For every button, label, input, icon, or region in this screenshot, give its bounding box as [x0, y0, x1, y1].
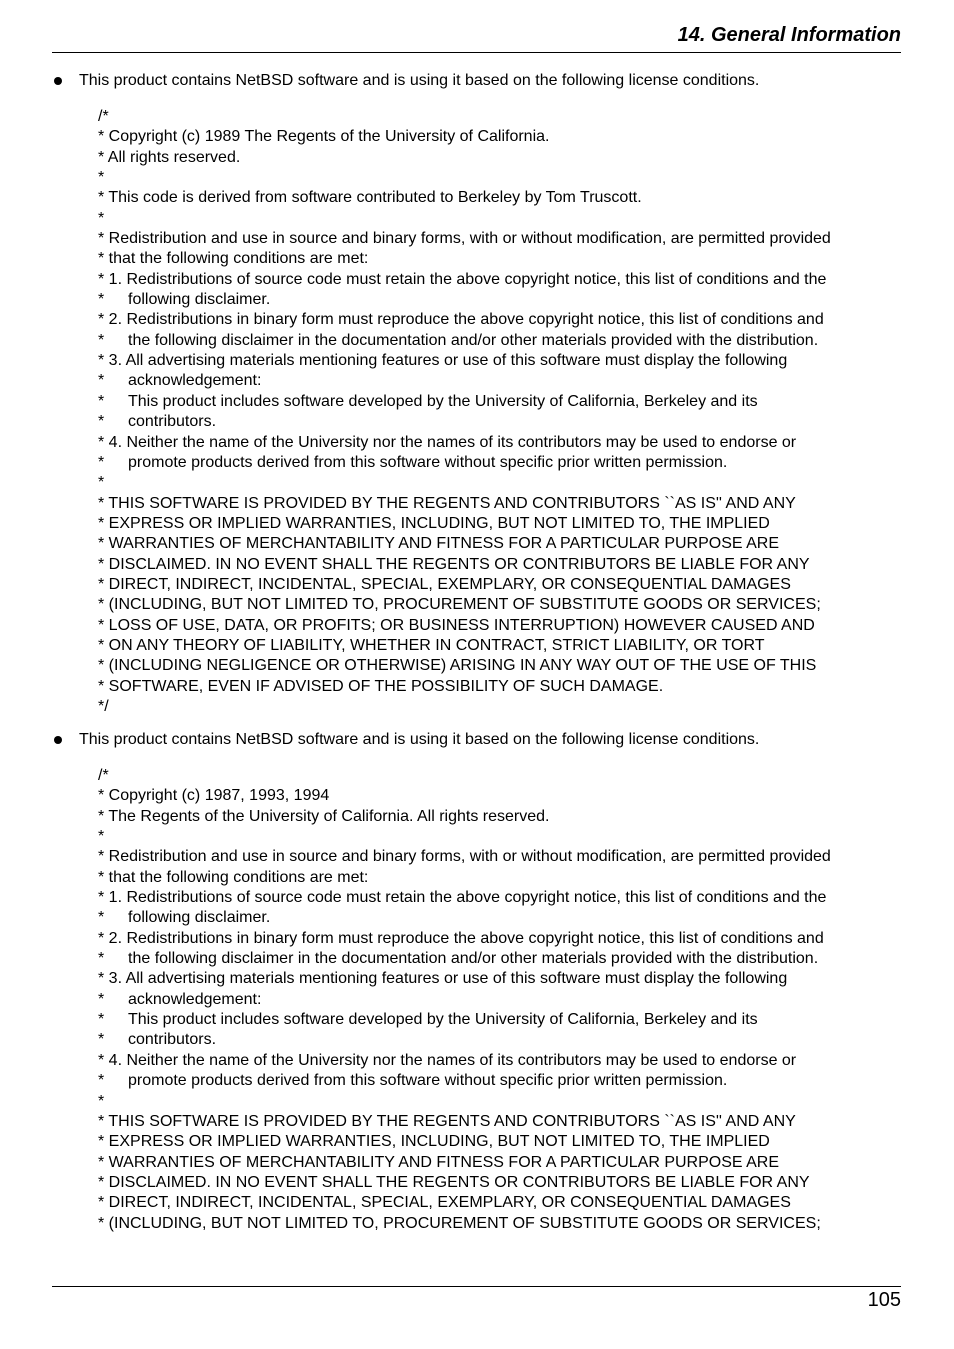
license-line: * DIRECT, INDIRECT, INCIDENTAL, SPECIAL, EXEMPLARY, OR CONSEQUENTIAL DAMAGES [98, 575, 791, 593]
license-line-marker: * [98, 1031, 105, 1049]
license-line: * SOFTWARE, EVEN IF ADVISED OF THE POSSIBILITY OF SUCH DAMAGE. [98, 677, 664, 695]
license-line [98, 949, 888, 969]
license-line: * Redistribution and use in source and binary forms, with or without modification, are permitted provided [98, 230, 831, 248]
license-line: * [98, 169, 105, 187]
license-line-text: following disclaimer. [128, 909, 271, 927]
bullet-icon [54, 736, 62, 744]
license-line: * THIS SOFTWARE IS PROVIDED BY THE REGENTS AND CONTRIBUTORS ``AS IS'' AND ANY [98, 494, 796, 512]
license-line: * 1. Redistributions of source code must retain the above copyright notice, this list of conditions and the [98, 270, 827, 288]
license-line: * 3. All advertising materials mentioning features or use of this software must display the following [98, 352, 788, 370]
license-line-marker: * [98, 1011, 105, 1029]
license-line: * [98, 209, 105, 227]
license-intro: This product contains NetBSD software and is using it based on the following license conditions. [79, 731, 760, 748]
license-line [98, 1030, 888, 1050]
license-line: * [98, 1092, 105, 1110]
license-line-text: promote products derived from this software without specific prior written permission. [128, 1072, 728, 1090]
page-number: 105 [867, 1289, 901, 1311]
license-line: * DISCLAIMED. IN NO EVENT SHALL THE REGENTS OR CONTRIBUTORS BE LIABLE FOR ANY [98, 1173, 810, 1191]
license-line [98, 290, 888, 310]
license-line [98, 453, 888, 473]
license-line: * This code is derived from software contributed to Berkeley by Tom Truscott. [98, 189, 642, 207]
license-line: * [98, 828, 105, 846]
license-line-marker: * [98, 413, 105, 431]
license-text-block [98, 766, 888, 1234]
license-line-marker: * [98, 331, 105, 349]
license-line: * 2. Redistributions in binary form must reproduce the above copyright notice, this list of conditions and [98, 311, 824, 329]
license-line [98, 331, 888, 351]
license-line-marker: * [98, 372, 105, 390]
license-line: * ON ANY THEORY OF LIABILITY, WHETHER IN CONTRACT, STRICT LIABILITY, OR TORT [98, 636, 765, 654]
footer-divider [52, 1286, 901, 1287]
license-line [98, 1010, 888, 1030]
license-line [98, 908, 888, 928]
license-line-text: the following disclaimer in the documentation and/or other materials provided with the distribution. [128, 331, 819, 349]
license-section [0, 71, 954, 715]
license-line: * Copyright (c) 1989 The Regents of the University of California. [98, 128, 550, 146]
license-line: * EXPRESS OR IMPLIED WARRANTIES, INCLUDING, BUT NOT LIMITED TO, THE IMPLIED [98, 1133, 770, 1151]
license-line: * THIS SOFTWARE IS PROVIDED BY THE REGENTS AND CONTRIBUTORS ``AS IS'' AND ANY [98, 1112, 796, 1130]
license-line-text: contributors. [128, 1031, 217, 1049]
license-intro: This product contains NetBSD software and is using it based on the following license conditions. [79, 72, 760, 89]
bullet-icon [54, 77, 62, 85]
license-line-marker: * [98, 909, 105, 927]
license-line-text: promote products derived from this software without specific prior written permission. [128, 453, 728, 471]
license-line-text: following disclaimer. [128, 291, 271, 309]
bullet-item [0, 71, 954, 91]
license-line [98, 1071, 888, 1091]
license-line-text: This product includes software developed by the University of California, Berkeley and its [128, 1011, 758, 1029]
license-line-marker: * [98, 392, 105, 410]
license-line: * 2. Redistributions in binary form must reproduce the above copyright notice, this list of conditions and [98, 929, 824, 947]
license-line: /* [98, 108, 109, 125]
license-line: * (INCLUDING NEGLIGENCE OR OTHERWISE) ARISING IN ANY WAY OUT OF THE USE OF THIS [98, 657, 817, 675]
license-line [98, 371, 888, 391]
license-line: * 1. Redistributions of source code must retain the above copyright notice, this list of conditions and the [98, 889, 827, 907]
license-line [98, 412, 888, 432]
license-line-marker: * [98, 453, 105, 471]
license-line: * (INCLUDING, BUT NOT LIMITED TO, PROCUREMENT OF SUBSTITUTE GOODS OR SERVICES; [98, 1214, 821, 1232]
license-line: * DIRECT, INDIRECT, INCIDENTAL, SPECIAL, EXEMPLARY, OR CONSEQUENTIAL DAMAGES [98, 1194, 791, 1212]
license-line: * 3. All advertising materials mentioning features or use of this software must display the following [98, 970, 788, 988]
license-line: * EXPRESS OR IMPLIED WARRANTIES, INCLUDING, BUT NOT LIMITED TO, THE IMPLIED [98, 514, 770, 532]
license-line: * 4. Neither the name of the University nor the names of its contributors may be used to endorse or [98, 1051, 797, 1069]
license-line: */ [98, 697, 109, 715]
license-section [0, 730, 954, 1232]
license-line: * All rights reserved. [98, 148, 241, 166]
license-line: * WARRANTIES OF MERCHANTABILITY AND FITNESS FOR A PARTICULAR PURPOSE ARE [98, 1153, 780, 1171]
license-line: /* [98, 767, 109, 784]
bullet-item [0, 730, 954, 750]
license-line: * that the following conditions are met: [98, 868, 369, 886]
license-line: * (INCLUDING, BUT NOT LIMITED TO, PROCUREMENT OF SUBSTITUTE GOODS OR SERVICES; [98, 596, 821, 614]
license-text-block [98, 107, 888, 717]
license-line-marker: * [98, 1072, 105, 1090]
license-line [98, 392, 888, 412]
license-line-text: contributors. [128, 413, 217, 431]
license-line [98, 990, 888, 1010]
license-line: * LOSS OF USE, DATA, OR PROFITS; OR BUSINESS INTERRUPTION) HOWEVER CAUSED AND [98, 616, 815, 634]
license-line-text: acknowledgement: [128, 372, 262, 390]
license-line: * The Regents of the University of California. All rights reserved. [98, 807, 550, 825]
license-line: * Copyright (c) 1987, 1993, 1994 [98, 787, 330, 805]
license-line: * that the following conditions are met: [98, 250, 369, 268]
page-header-title: 14. General Information [677, 24, 901, 46]
license-line: * Redistribution and use in source and binary forms, with or without modification, are permitted provided [98, 848, 831, 866]
license-line: * 4. Neither the name of the University nor the names of its contributors may be used to endorse or [98, 433, 797, 451]
license-line-text: the following disclaimer in the documentation and/or other materials provided with the distribution. [128, 950, 819, 968]
header-divider [52, 52, 901, 53]
license-line-text: This product includes software developed by the University of California, Berkeley and its [128, 392, 758, 410]
license-line-text: acknowledgement: [128, 990, 262, 1008]
license-line-marker: * [98, 990, 105, 1008]
license-line-marker: * [98, 950, 105, 968]
license-line: * WARRANTIES OF MERCHANTABILITY AND FITNESS FOR A PARTICULAR PURPOSE ARE [98, 535, 780, 553]
license-line: * DISCLAIMED. IN NO EVENT SHALL THE REGENTS OR CONTRIBUTORS BE LIABLE FOR ANY [98, 555, 810, 573]
license-line-marker: * [98, 291, 105, 309]
license-line: * [98, 474, 105, 492]
